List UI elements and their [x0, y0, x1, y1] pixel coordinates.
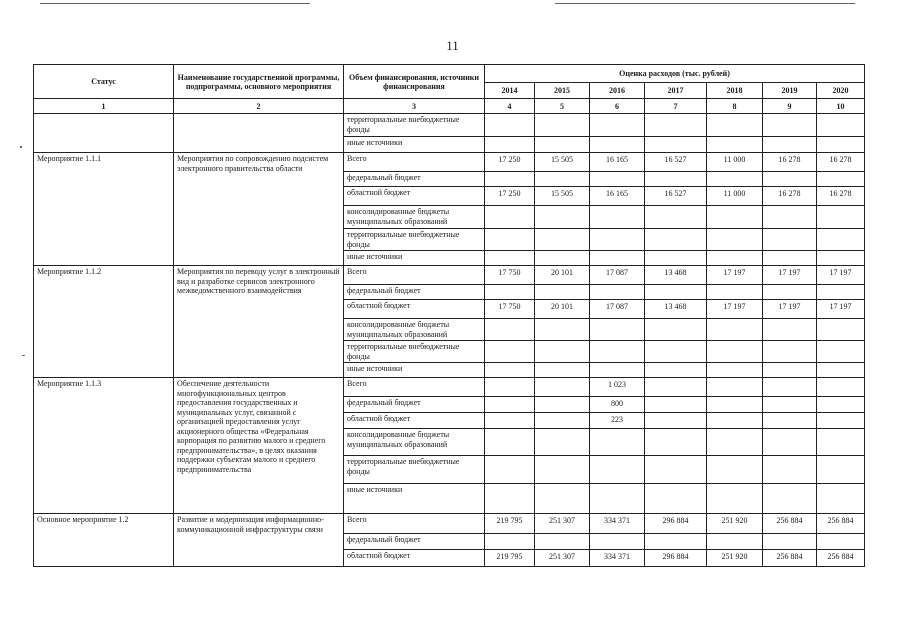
row-value	[644, 284, 707, 300]
row-value	[644, 318, 707, 341]
row-value: 16 278	[816, 152, 865, 172]
row-value	[484, 318, 535, 341]
row-name	[173, 113, 344, 153]
header-year: 2015	[534, 82, 590, 99]
row-value: 16 278	[816, 186, 865, 206]
row-value: 17 250	[484, 186, 535, 206]
row-value	[644, 362, 707, 378]
row-source: федеральный бюджет	[343, 171, 485, 187]
column-number: 3	[343, 98, 485, 114]
row-value: 223	[589, 412, 645, 429]
row-value	[644, 136, 707, 153]
row-value	[706, 228, 763, 251]
row-source: Всего	[343, 377, 485, 397]
row-value: 17 197	[706, 299, 763, 319]
row-name: Мероприятия по сопровождению подсистем электронного правительства области	[173, 152, 344, 266]
header-year: 2020	[816, 82, 865, 99]
row-value	[816, 396, 865, 413]
row-value	[484, 533, 535, 550]
row-value	[706, 113, 763, 137]
row-value	[644, 228, 707, 251]
row-source: областной бюджет	[343, 412, 485, 429]
header-year: 2014	[484, 82, 535, 99]
row-value	[816, 377, 865, 397]
row-value: 296 884	[644, 549, 707, 567]
row-value: 219 795	[484, 513, 535, 534]
row-value	[589, 136, 645, 153]
row-name: Развитие и модернизация информационно-коммуникационной инфраструктуры связи	[173, 513, 344, 567]
row-value	[762, 171, 817, 187]
row-name: Мероприятия по переводу услуг в электронный вид и разработке сервисов электронного межведомственного взаимодействия	[173, 265, 344, 378]
row-value: 20 101	[534, 265, 590, 285]
row-value	[484, 362, 535, 378]
row-value	[706, 136, 763, 153]
row-value	[762, 362, 817, 378]
header-name: Наименование государственной программы, подпрограммы, основного мероприятия	[173, 64, 344, 99]
row-value: 20 101	[534, 299, 590, 319]
row-value	[816, 113, 865, 137]
row-value: 17 750	[484, 299, 535, 319]
row-source: областной бюджет	[343, 186, 485, 206]
row-value	[706, 455, 763, 484]
row-value: 17 197	[706, 265, 763, 285]
row-value	[706, 340, 763, 363]
row-value: 16 165	[589, 152, 645, 172]
row-value: 219 795	[484, 549, 535, 567]
row-value	[644, 377, 707, 397]
row-source: консолидированные бюджеты муниципальных образований	[343, 318, 485, 341]
row-value	[534, 428, 590, 456]
row-source: консолидированные бюджеты муниципальных образований	[343, 428, 485, 456]
row-value: 15 505	[534, 186, 590, 206]
row-value	[706, 318, 763, 341]
page-number: 11	[446, 38, 459, 53]
row-value	[534, 228, 590, 251]
row-value	[816, 340, 865, 363]
row-value	[762, 250, 817, 266]
row-value	[644, 205, 707, 229]
scan-artifact-line	[555, 3, 855, 4]
row-value	[762, 396, 817, 413]
row-value: 256 884	[816, 513, 865, 534]
row-value	[762, 113, 817, 137]
row-value	[534, 533, 590, 550]
row-value: 17 087	[589, 299, 645, 319]
column-number: 9	[762, 98, 817, 114]
row-value	[816, 318, 865, 341]
row-source: федеральный бюджет	[343, 533, 485, 550]
row-value	[816, 284, 865, 300]
row-source: иные источники	[343, 483, 485, 514]
row-value: 800	[589, 396, 645, 413]
row-value	[534, 362, 590, 378]
row-value	[534, 340, 590, 363]
row-value	[644, 483, 707, 514]
row-value	[762, 483, 817, 514]
row-value: 251 920	[706, 513, 763, 534]
row-status: Мероприятие 1.1.1	[33, 152, 174, 266]
row-value	[589, 205, 645, 229]
header-volume: Объем финансирования, источники финансирования	[343, 64, 485, 99]
row-value	[706, 250, 763, 266]
column-number: 2	[173, 98, 344, 114]
column-number: 7	[644, 98, 707, 114]
row-value	[762, 284, 817, 300]
row-value: 17 197	[762, 265, 817, 285]
row-value	[589, 483, 645, 514]
row-value	[644, 396, 707, 413]
row-value	[484, 396, 535, 413]
row-source: Всего	[343, 513, 485, 534]
scan-artifact-line	[40, 3, 310, 4]
row-value	[589, 455, 645, 484]
row-value	[589, 362, 645, 378]
row-value	[644, 340, 707, 363]
row-value: 17 197	[816, 265, 865, 285]
row-source: Всего	[343, 152, 485, 172]
row-value	[762, 428, 817, 456]
row-value	[484, 455, 535, 484]
row-value	[762, 533, 817, 550]
row-value: 296 884	[644, 513, 707, 534]
row-value: 11 000	[706, 186, 763, 206]
row-status	[33, 113, 174, 153]
scan-artifact-dot	[22, 355, 25, 356]
row-value	[589, 228, 645, 251]
row-value	[706, 428, 763, 456]
row-value: 17 197	[816, 299, 865, 319]
row-value: 256 884	[762, 513, 817, 534]
row-name: Обеспечение деятельности многофункциональных центров предоставления государственных и муниципальных услуг, связанной с организацией предоставления услуг акционерного общества «Федеральная корпорация по развитию малого и среднего предпринимательства», в целях оказания поддержки субъектам малого и среднего предпринимательства	[173, 377, 344, 514]
row-value	[484, 171, 535, 187]
row-value	[816, 428, 865, 456]
row-source: федеральный бюджет	[343, 396, 485, 413]
column-number: 1	[33, 98, 174, 114]
row-value	[534, 171, 590, 187]
column-number: 6	[589, 98, 645, 114]
row-value	[484, 428, 535, 456]
row-source: областной бюджет	[343, 299, 485, 319]
row-value: 13 468	[644, 265, 707, 285]
row-value	[816, 412, 865, 429]
header-year: 2017	[644, 82, 707, 99]
row-source: территориальные внебюджетные фонды	[343, 113, 485, 137]
row-value	[484, 136, 535, 153]
row-value: 16 165	[589, 186, 645, 206]
row-value	[706, 533, 763, 550]
row-value	[762, 340, 817, 363]
row-value: 16 278	[762, 186, 817, 206]
row-value: 251 307	[534, 513, 590, 534]
row-value	[644, 412, 707, 429]
row-value: 17 087	[589, 265, 645, 285]
row-value	[644, 171, 707, 187]
row-status: Основное мероприятие 1.2	[33, 513, 174, 567]
row-value	[484, 205, 535, 229]
row-value	[644, 428, 707, 456]
header-status: Статус	[33, 64, 174, 99]
row-value	[589, 171, 645, 187]
row-value: 17 197	[762, 299, 817, 319]
row-value	[762, 455, 817, 484]
row-source: Всего	[343, 265, 485, 285]
row-value	[484, 483, 535, 514]
column-number: 5	[534, 98, 590, 114]
row-value	[762, 318, 817, 341]
row-value: 16 527	[644, 186, 707, 206]
row-value	[534, 396, 590, 413]
row-value	[644, 250, 707, 266]
row-value	[816, 228, 865, 251]
row-value	[484, 377, 535, 397]
row-value: 334 371	[589, 513, 645, 534]
scan-artifact-dot	[20, 146, 22, 148]
row-value	[644, 455, 707, 484]
row-source: федеральный бюджет	[343, 284, 485, 300]
row-value	[816, 533, 865, 550]
row-value	[589, 533, 645, 550]
row-value	[706, 205, 763, 229]
row-value	[589, 113, 645, 137]
row-value	[534, 250, 590, 266]
row-value	[644, 113, 707, 137]
row-value	[816, 362, 865, 378]
row-source: территориальные внебюджетные фонды	[343, 455, 485, 484]
row-source: консолидированные бюджеты муниципальных образований	[343, 205, 485, 229]
row-value	[534, 205, 590, 229]
row-value	[589, 318, 645, 341]
row-value: 17 250	[484, 152, 535, 172]
row-value: 13 468	[644, 299, 707, 319]
row-value	[534, 455, 590, 484]
header-year: 2016	[589, 82, 645, 99]
row-value: 334 371	[589, 549, 645, 567]
row-status: Мероприятие 1.1.3	[33, 377, 174, 514]
row-value	[816, 483, 865, 514]
row-value	[706, 362, 763, 378]
row-value	[484, 340, 535, 363]
row-value	[589, 428, 645, 456]
row-value	[484, 113, 535, 137]
row-value	[706, 412, 763, 429]
row-value: 11 000	[706, 152, 763, 172]
row-source: территориальные внебюджетные фонды	[343, 228, 485, 251]
row-value	[534, 483, 590, 514]
row-value	[484, 250, 535, 266]
row-value	[534, 284, 590, 300]
row-value	[816, 250, 865, 266]
row-value	[706, 396, 763, 413]
column-number: 8	[706, 98, 763, 114]
row-value	[589, 284, 645, 300]
row-value	[534, 412, 590, 429]
row-value	[762, 228, 817, 251]
row-value: 15 505	[534, 152, 590, 172]
header-year: 2019	[762, 82, 817, 99]
row-value: 1 023	[589, 377, 645, 397]
row-value	[762, 136, 817, 153]
row-value	[706, 284, 763, 300]
row-source: иные источники	[343, 250, 485, 266]
row-source: иные источники	[343, 362, 485, 378]
row-value: 16 527	[644, 152, 707, 172]
row-value	[816, 455, 865, 484]
row-value: 17 750	[484, 265, 535, 285]
row-source: иные источники	[343, 136, 485, 153]
column-number: 10	[816, 98, 865, 114]
row-value: 16 278	[762, 152, 817, 172]
row-value	[484, 412, 535, 429]
column-number: 4	[484, 98, 535, 114]
row-value	[534, 136, 590, 153]
header-year: 2018	[706, 82, 763, 99]
row-value	[484, 228, 535, 251]
header-estimate: Оценка расходов (тыс. рублей)	[484, 64, 865, 83]
row-value: 256 884	[762, 549, 817, 567]
row-value	[706, 171, 763, 187]
row-source: областной бюджет	[343, 549, 485, 567]
row-value	[706, 483, 763, 514]
row-value: 251 920	[706, 549, 763, 567]
row-value	[484, 284, 535, 300]
row-value	[706, 377, 763, 397]
row-value	[644, 533, 707, 550]
row-value	[816, 205, 865, 229]
row-value	[816, 136, 865, 153]
row-value	[762, 412, 817, 429]
row-value	[534, 113, 590, 137]
row-value	[589, 250, 645, 266]
row-status: Мероприятие 1.1.2	[33, 265, 174, 378]
row-value	[762, 205, 817, 229]
row-value: 251 307	[534, 549, 590, 567]
row-source: территориальные внебюджетные фонды	[343, 340, 485, 363]
row-value	[534, 318, 590, 341]
row-value	[534, 377, 590, 397]
row-value	[762, 377, 817, 397]
row-value	[589, 340, 645, 363]
row-value	[816, 171, 865, 187]
row-value: 256 884	[816, 549, 865, 567]
